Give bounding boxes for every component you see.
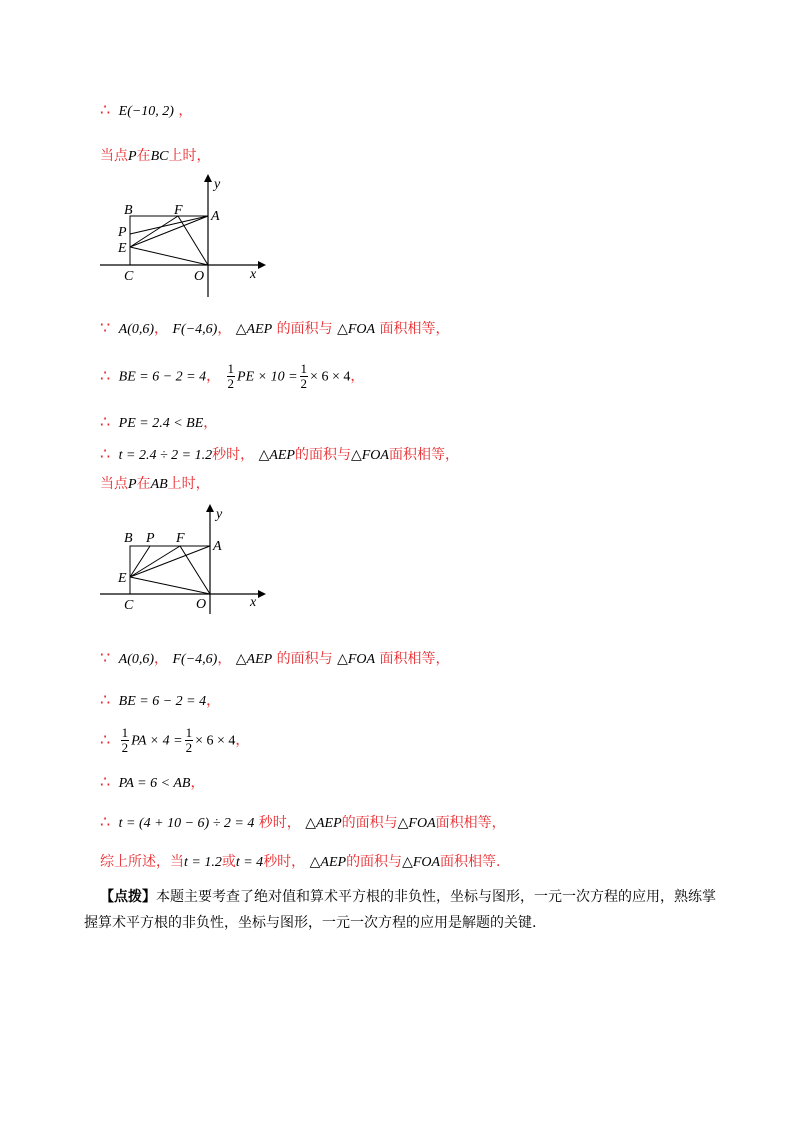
fraction	[121, 726, 130, 755]
label-c: C	[124, 598, 134, 613]
denominator: 2	[300, 376, 308, 391]
equation: BE = 6 − 2 = 4	[118, 369, 207, 385]
segment-bc: BC	[150, 149, 169, 164]
punct: ，	[178, 103, 193, 119]
text: 当点	[100, 148, 128, 164]
solution-line-1	[100, 100, 192, 122]
solution-line-11	[100, 772, 204, 794]
text: 面积相等，	[388, 447, 459, 463]
solution-line-12	[100, 812, 506, 834]
text: 综上所述，当	[100, 854, 184, 870]
equation: PA × 4 =	[131, 733, 183, 749]
text: 上时，	[168, 148, 211, 164]
solution-line-8	[100, 648, 450, 670]
text: 面积相等，	[379, 321, 450, 337]
equation: PE = 2.4 < BE	[118, 416, 204, 431]
denominator: 2	[227, 376, 235, 391]
text: 的面积与	[346, 854, 403, 870]
label-e: E	[118, 571, 127, 586]
solution-line-10	[100, 726, 249, 755]
label-o: O	[196, 597, 207, 612]
punct: ，	[154, 321, 169, 337]
punct: ，	[203, 415, 218, 431]
punct: ，	[350, 368, 365, 385]
therefore-symbol: ∴	[100, 690, 111, 709]
punct: ，	[235, 732, 250, 749]
fraction	[227, 362, 236, 391]
var-p: P	[128, 149, 137, 164]
therefore-symbol: ∴	[100, 412, 111, 431]
numerator: 1	[185, 725, 193, 740]
triangle-foa: △FOA	[402, 855, 441, 870]
text: 秒时，	[263, 854, 306, 870]
text: 秒时，	[258, 815, 301, 831]
text: 上时，	[167, 476, 210, 492]
point-f-coord: F(−4,6)	[172, 322, 218, 337]
label-e: E	[118, 241, 127, 256]
text: 在	[136, 148, 151, 164]
equation: t = (4 + 10 − 6) ÷ 2 = 4	[118, 816, 255, 831]
point-a-coord: A(0,6)	[118, 322, 155, 337]
punct: ，	[206, 368, 221, 385]
therefore-symbol: ∴	[100, 812, 111, 831]
equation: t = 4	[235, 855, 264, 870]
triangle-aep: △AEP	[305, 816, 342, 831]
label-y: y	[216, 507, 223, 522]
punct: ，	[190, 775, 205, 791]
label-p: P	[146, 531, 155, 546]
point-e-coord: E(−10, 2)	[118, 104, 174, 119]
label-c: C	[124, 269, 134, 284]
solution-line-4	[100, 362, 364, 391]
label-o: O	[194, 269, 205, 284]
punct: ，	[206, 693, 221, 709]
equation: t = 1.2	[184, 855, 222, 870]
figure-p-on-ab	[100, 502, 270, 617]
text: 的面积与	[276, 651, 333, 667]
solution-line-3	[100, 318, 450, 340]
numerator: 1	[300, 361, 308, 376]
label-a: A	[211, 209, 220, 224]
denominator: 2	[121, 740, 129, 755]
text: 或	[221, 854, 236, 870]
therefore-symbol: ∴	[100, 729, 111, 749]
text: 秒时，	[212, 447, 255, 463]
fraction	[300, 362, 309, 391]
equation: t = 2.4 ÷ 2 = 1.2	[118, 448, 213, 463]
solution-line-5	[100, 412, 217, 434]
case-heading-bc	[100, 146, 210, 167]
therefore-symbol: ∴	[100, 365, 111, 385]
text: 的面积与	[276, 321, 333, 337]
label-f: F	[174, 203, 183, 218]
therefore-symbol: ∴	[100, 444, 111, 463]
denominator: 2	[185, 740, 193, 755]
point-a-coord: A(0,6)	[118, 652, 155, 667]
numerator: 1	[121, 725, 129, 740]
hint-tag: 【点拨】	[100, 889, 156, 905]
because-symbol: ∵	[100, 648, 111, 667]
equation: BE = 6 − 2 = 4	[118, 694, 207, 709]
label-x: x	[250, 267, 257, 282]
label-f: F	[176, 531, 185, 546]
punct: ，	[217, 651, 232, 667]
therefore-symbol: ∴	[100, 772, 111, 791]
solution-line-6	[100, 444, 459, 466]
triangle-foa: △FOA	[397, 816, 436, 831]
label-x: x	[250, 595, 257, 610]
case-heading-ab	[100, 474, 210, 495]
text: 当点	[100, 476, 128, 492]
text: 的面积与	[341, 815, 398, 831]
equation: × 6 × 4	[310, 369, 351, 385]
equation: PE × 10 =	[237, 369, 298, 385]
label-b: B	[124, 531, 133, 546]
var-p: P	[128, 477, 137, 492]
equation: × 6 × 4	[195, 733, 236, 749]
point-f-coord: F(−4,6)	[172, 652, 218, 667]
triangle-foa: △FOA	[337, 322, 376, 337]
triangle-aep: △AEP	[235, 652, 273, 667]
text: 在	[136, 476, 151, 492]
hint-paragraph	[84, 884, 724, 936]
numerator: 1	[227, 361, 235, 376]
punct: ，	[217, 321, 232, 337]
label-a: A	[213, 539, 222, 554]
equation: PA = 6 < AB	[118, 776, 191, 791]
figure-p-on-bc	[100, 172, 270, 302]
triangle-aep: △AEP	[309, 855, 347, 870]
triangle-foa: △FOA	[337, 652, 376, 667]
text: 面积相等，	[435, 815, 506, 831]
text: 面积相等.	[440, 854, 501, 870]
triangle-aep: △AEP	[235, 322, 273, 337]
triangle-aep: △AEP	[258, 448, 295, 463]
therefore-symbol: ∴	[100, 100, 111, 119]
label-y: y	[214, 177, 221, 192]
punct: ，	[154, 651, 169, 667]
label-b: B	[124, 203, 133, 218]
label-p: P	[118, 225, 127, 240]
fraction	[185, 726, 194, 755]
text: 面积相等，	[379, 651, 450, 667]
text: 的面积与	[294, 447, 351, 463]
triangle-foa: △FOA	[350, 448, 389, 463]
solution-line-9	[100, 690, 220, 712]
segment-ab: AB	[150, 477, 168, 492]
because-symbol: ∵	[100, 318, 111, 337]
hint-text: 本题主要考查了绝对值和算术平方根的非负性，坐标与图形，一元一次方程的应用，熟练掌握算术平方根的非负性，坐标与图形，一元一次方程的应用是解题的关键.	[84, 889, 716, 931]
solution-conclusion	[100, 852, 501, 873]
